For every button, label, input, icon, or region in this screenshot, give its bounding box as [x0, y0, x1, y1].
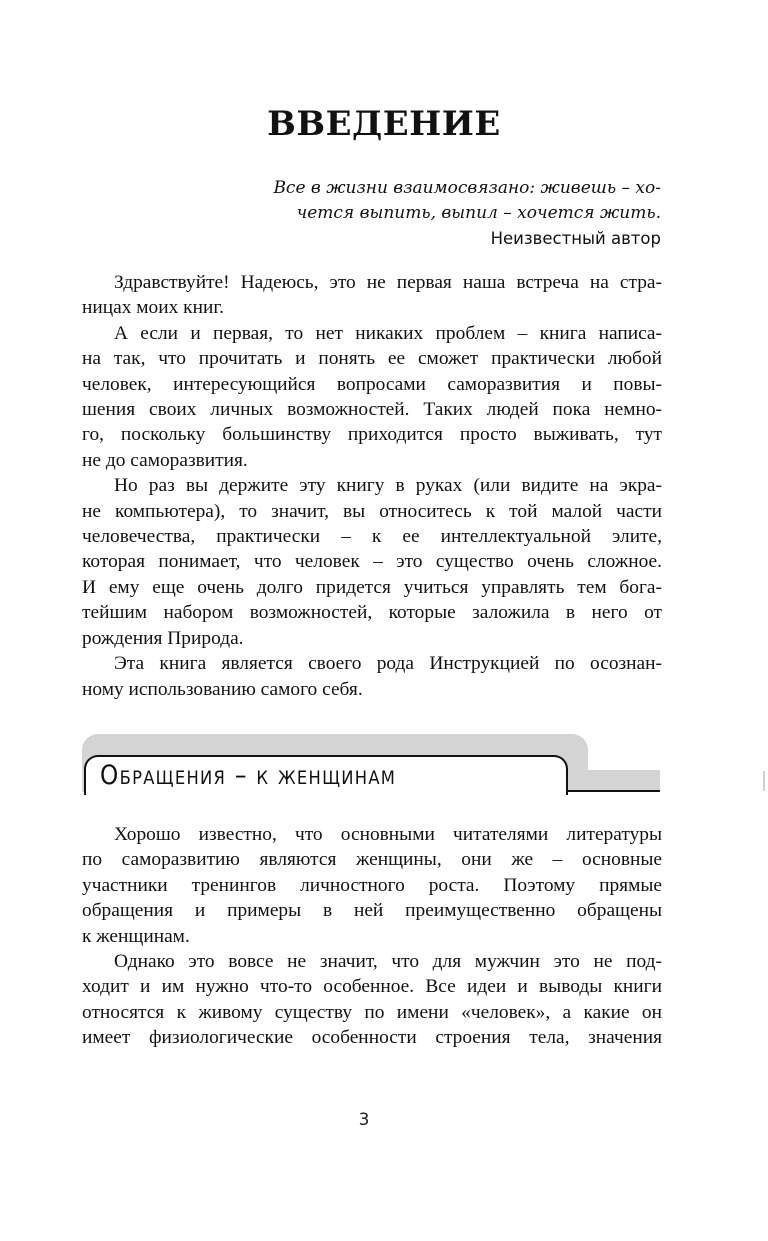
- edge-mark: [763, 771, 765, 791]
- text-line: ходит и им нужно что-то особенное. Все идеи и выводы книги: [82, 976, 662, 998]
- text-line: шения своих личных возможностей. Таких людей пока немно-: [82, 399, 662, 421]
- text-line: по саморазвитию являются женщины, они же – основные: [82, 849, 662, 871]
- text-line: не компьютера), то значит, вы относитесь к той малой части: [82, 500, 662, 522]
- text-line: которая понимает, что человек – это существо очень сложное.: [82, 551, 662, 573]
- text-line: Однако это вовсе не значит, что для мужчин это не под-: [114, 951, 662, 973]
- text-line: человек, интересующийся вопросами саморазвития и повы-: [82, 373, 662, 395]
- text-line: участники тренингов личностного роста. Поэтому прямые: [82, 874, 662, 896]
- text-line: ному использованию самого себя.: [82, 678, 363, 700]
- epigraph-quote-line-1: Все в жизни взаимосвязано: живешь – хо-: [273, 178, 661, 198]
- text-line: А если и первая, то нет никаких проблем – книга написа-: [114, 322, 662, 344]
- epigraph-quote-line-2: чется выпить, выпил – хочется жить.: [296, 203, 661, 223]
- text-line: человечества, практически – к ее интеллектуальной элите,: [82, 526, 662, 548]
- text-line: го, поскольку большинству приходится просто выживать, тут: [82, 424, 662, 446]
- epigraph: [241, 176, 661, 251]
- section-text: [82, 822, 662, 1051]
- text-line: относятся к живому существу по имени «человек», а какие он: [82, 1001, 662, 1023]
- text-line: ницах моих книг.: [82, 297, 224, 319]
- text-line: на так, что прочитать и понять ее сможет практически любой: [82, 348, 662, 370]
- text-line: И ему еще очень долго придется учиться управлять тем бога-: [82, 576, 662, 598]
- text-line: рождения Природа.: [82, 627, 244, 649]
- text-line: тейшим набором возможностей, которые заложила в него от: [82, 602, 662, 624]
- heading-underline: [568, 790, 660, 792]
- text-line: имеет физиологические особенности строения тела, значения: [82, 1027, 662, 1049]
- section-heading: Обращения – к женщинам: [100, 760, 397, 791]
- text-line: Эта книга является своего рода Инструкцией по осознан-: [114, 653, 662, 675]
- text-line: к женщинам.: [82, 925, 190, 947]
- intro-text: [82, 270, 662, 702]
- text-line: Здравствуйте! Надеюсь, это не первая наша встреча на стра-: [114, 272, 662, 293]
- text-line: не до саморазвития.: [82, 449, 248, 471]
- chapter-title: ВВЕДЕНИЕ: [267, 104, 501, 144]
- text-line: Но раз вы держите эту книгу в руках (или видите на экра-: [114, 475, 662, 497]
- text-line: Хорошо известно, что основными читателями литературы: [114, 824, 662, 845]
- section-heading-box: [82, 734, 662, 794]
- heading-bar-background: [582, 770, 660, 791]
- epigraph-author: Неизвестный автор: [490, 229, 661, 248]
- page-number: 3: [358, 1110, 370, 1130]
- text-line: обращения и примеры в ней преимущественно обращены: [82, 900, 662, 922]
